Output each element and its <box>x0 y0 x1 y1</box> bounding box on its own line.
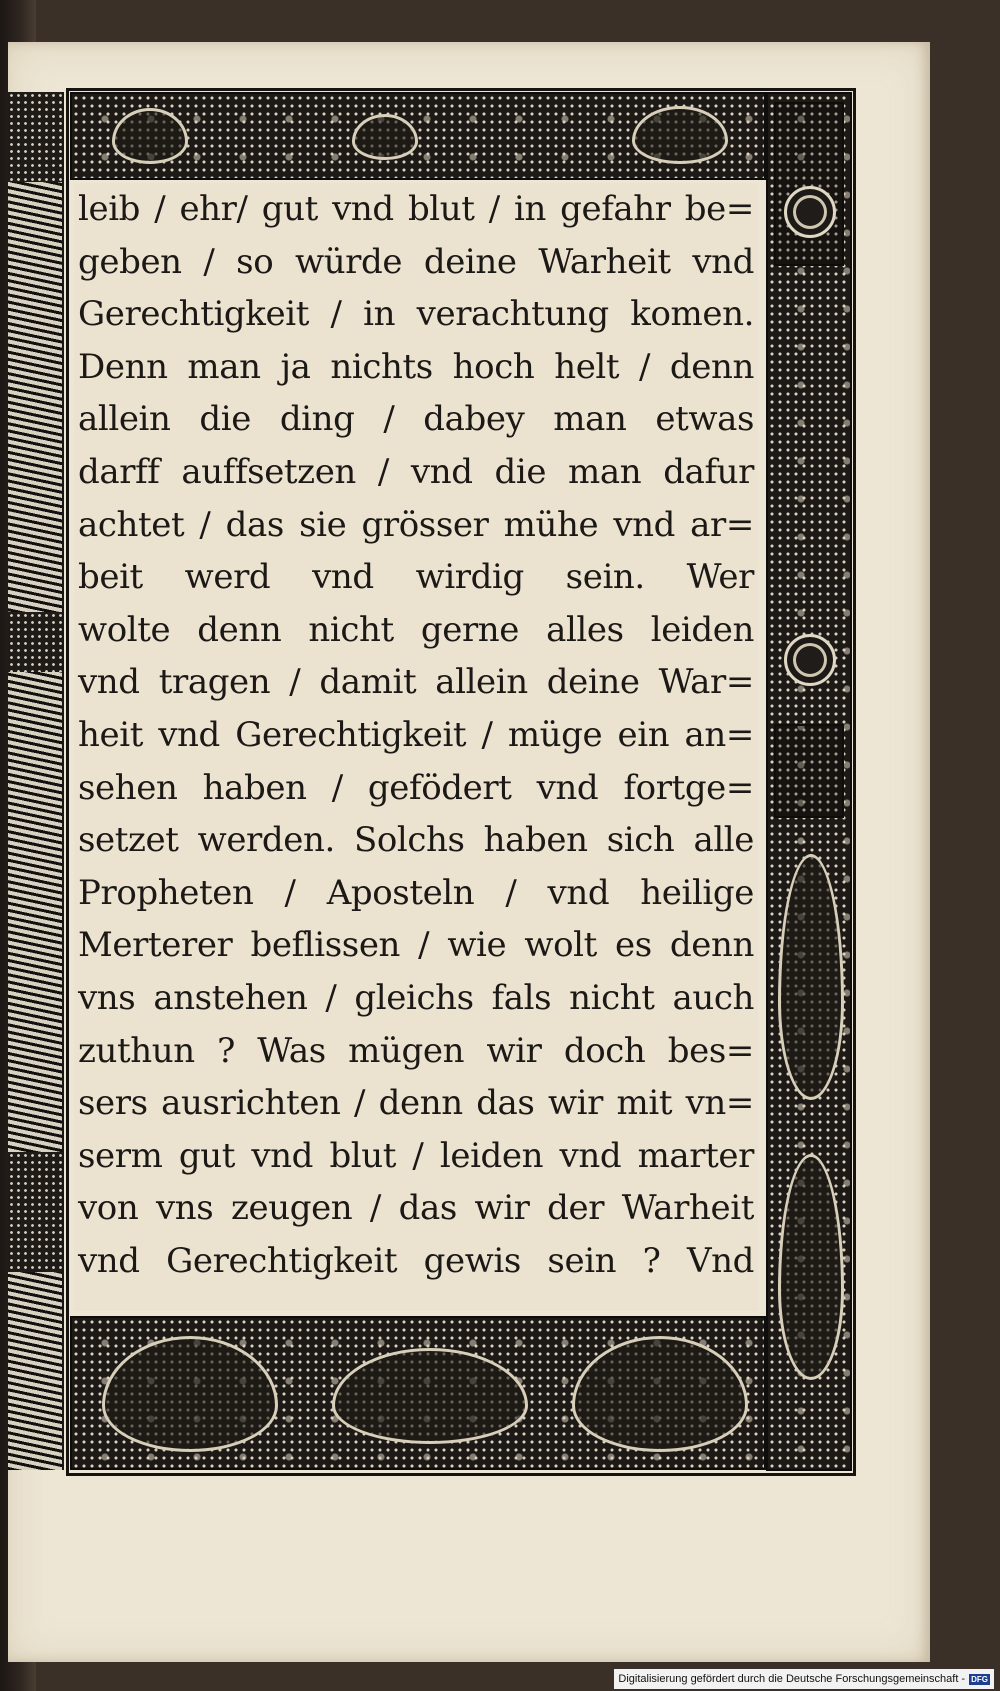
scroll-ornament <box>778 1154 844 1380</box>
leaf-ornament <box>572 1336 748 1452</box>
left-border-capital <box>8 92 62 182</box>
text-line: sers ausrichten / denn das wir mit vn= <box>78 1083 754 1124</box>
text-line: Propheten / Aposteln / vnd heilige <box>78 872 754 913</box>
leaf-ornament <box>112 108 188 164</box>
left-border-band <box>8 1152 62 1272</box>
text-line: sehen haben / gefödert vnd fortge= <box>78 767 754 808</box>
text-line: achtet / das sie grösser mühe vnd ar= <box>78 504 754 545</box>
text-line: beit werd vnd wirdig sein. Wer <box>78 557 754 598</box>
left-woodcut-border <box>8 92 64 1470</box>
text-line: heit vnd Gerechtigkeit / müge ein an= <box>78 714 754 755</box>
vase-ornament <box>332 1348 528 1444</box>
text-line: Gerechtigkeit / in verachtung komen. <box>78 294 754 335</box>
text-line: vnd Gerechtigkeit gewis sein ? Vnd <box>78 1240 754 1281</box>
text-line: setzet werden. Solchs haben sich alle <box>78 820 754 861</box>
right-ornament-border <box>766 92 852 1471</box>
text-line: vns anstehen / gleichs fals nicht auch <box>78 977 754 1018</box>
text-line: wolte denn nicht gerne alles leiden <box>78 609 754 650</box>
dfg-logo: DFG <box>971 1674 988 1684</box>
leaf-ornament <box>352 114 418 160</box>
digitization-credit <box>614 1669 994 1689</box>
right-border-panel <box>774 102 844 266</box>
credit-text: Digitalisierung gefördert durch die Deutsche Forschungsgemeinschaft - <box>618 1673 966 1685</box>
main-text-block <box>74 183 758 1311</box>
text-line: zuthun ? Was mügen wir doch bes= <box>78 1030 754 1071</box>
leaf-ornament <box>102 1336 278 1452</box>
text-line: serm gut vnd blut / leiden vnd marter <box>78 1135 754 1176</box>
leaf-ornament <box>632 106 728 164</box>
text-line: leib / ehr/ gut vnd blut / in gefahr be= <box>78 189 754 229</box>
text-line: Denn man ja nichts hoch helt / denn <box>78 346 754 387</box>
text-line: darff auffsetzen / vnd die man dafur <box>78 451 754 492</box>
rosette-ornament <box>784 186 836 238</box>
text-line: vnd tragen / damit allein deine War= <box>78 662 754 703</box>
rosette-ornament <box>784 634 836 686</box>
text-line: allein die ding / dabey man etwas <box>78 399 754 440</box>
text-line: geben / so würde deine Warheit vnd <box>78 241 754 282</box>
text-line: Merterer beflissen / wie wolt es denn <box>78 925 754 966</box>
right-border-panel <box>774 724 844 818</box>
scroll-ornament <box>778 854 844 1100</box>
top-ornament-border <box>70 92 766 180</box>
bottom-ornament-border <box>70 1316 766 1470</box>
text-line: von vns zeugen / das wir der Warheit <box>78 1188 754 1229</box>
left-border-band <box>8 612 62 672</box>
